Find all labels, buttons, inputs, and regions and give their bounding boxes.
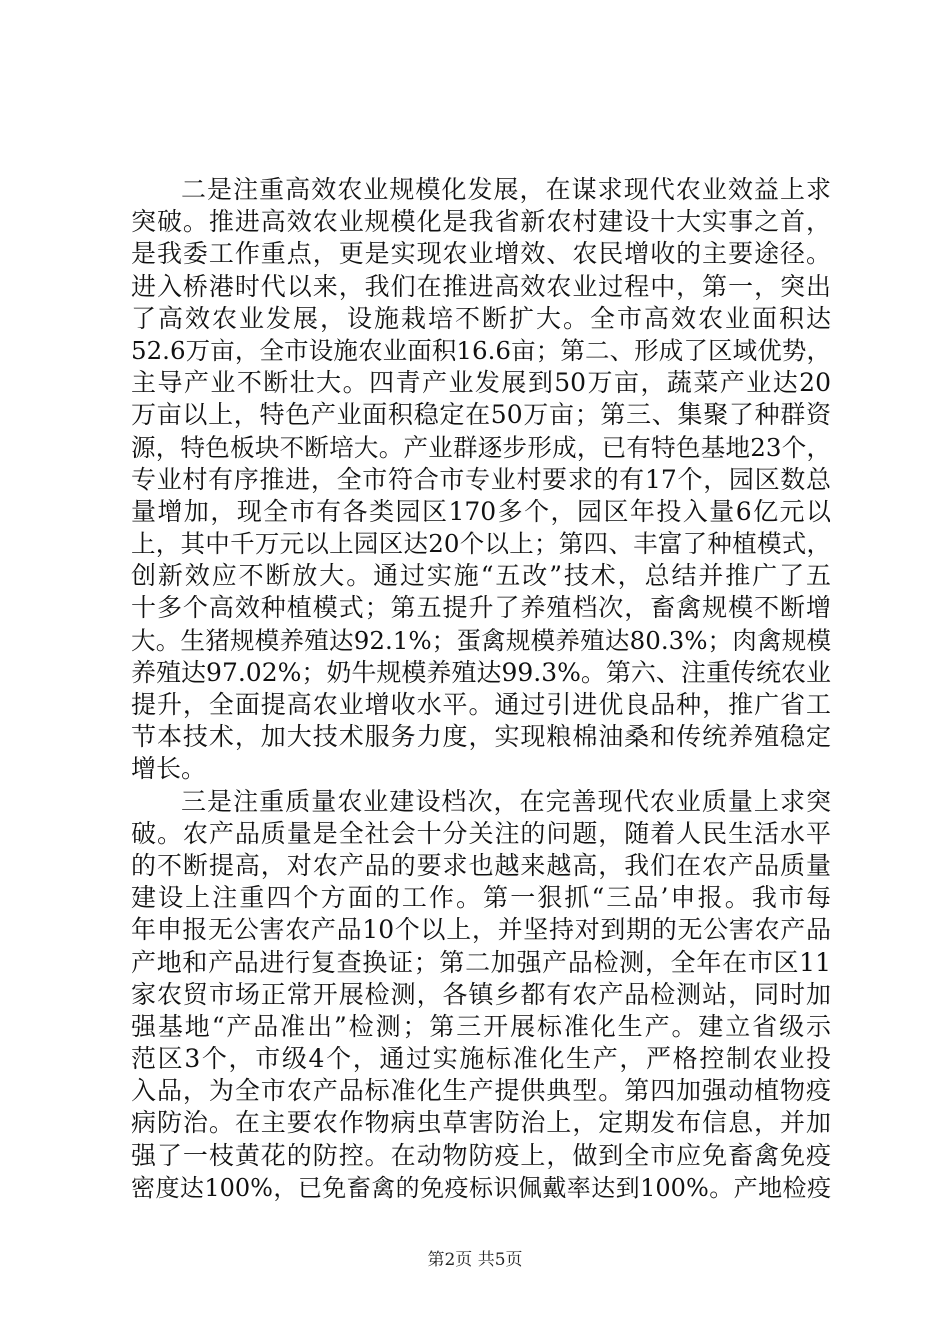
text-line: 三是注重质量农业建设档次，在完善现代农业质量上求突 <box>181 786 831 816</box>
text-line: 节本技术，加大技术服务力度，实现粮棉油桑和传统养殖稳定 <box>131 722 831 752</box>
text-line: 密度达100%，已免畜禽的免疫标识佩戴率达到100%。产地检疫 <box>131 1173 831 1202</box>
text-line: 破。农产品质量是全社会十分关注的问题，随着人民生活水平 <box>131 818 831 848</box>
text-line: 范区3个，市级4个，通过实施标准化生产，严格控制农业投 <box>131 1044 831 1074</box>
text-line: 入品，为全市农产品标准化生产提供典型。第四加强动植物疫 <box>131 1076 831 1106</box>
text-line: 强基地“产品准出”检测；第三开展标准化生产。建立省级示 <box>131 1011 831 1041</box>
text-line: 是我委工作重点，更是实现农业增效、农民增收的主要途径。 <box>131 239 831 269</box>
text-line: 年申报无公害农产品10个以上，并坚持对到期的无公害农产品 <box>131 915 831 945</box>
text-line: 创新效应不断放大。通过实施“五改”技术，总结并推广了五 <box>131 561 831 591</box>
text-line: 专业村有序推进，全市符合市专业村要求的有17个，园区数总 <box>131 464 831 494</box>
text-line: 增长。 <box>131 754 207 784</box>
body-text <box>131 174 831 1204</box>
text-line: 养殖达97.02%；奶牛规模养殖达99.3%。第六、注重传统农业 <box>131 657 831 687</box>
text-line: 十多个高效种植模式；第五提升了养殖档次，畜禽规模不断增 <box>131 593 831 623</box>
text-line: 上，其中千万元以上园区达20个以上；第四、丰富了种植模式， <box>131 529 831 559</box>
text-line: 进入桥港时代以来，我们在推进高效农业过程中，第一，突出 <box>131 271 831 301</box>
text-line: 病防治。在主要农作物病虫草害防治上，定期发布信息，并加 <box>131 1108 831 1138</box>
text-line: 量增加，现全市有各类园区170多个，园区年投入量6亿元以 <box>131 496 831 526</box>
text-line: 建设上注重四个方面的工作。第一狠抓“三品’申报。我市每 <box>131 883 831 913</box>
text-line: 大。生猪规模养殖达92.1%；蛋禽规模养殖达80.3%；肉禽规模 <box>131 625 831 655</box>
text-line: 52.6万亩，全市设施农业面积16.6亩；第二、形成了区域优势， <box>131 335 831 365</box>
text-line: 强了一枝黄花的防控。在动物防疫上，做到全市应免畜禽免疫 <box>131 1140 831 1170</box>
text-line: 二是注重高效农业规模化发展，在谋求现代农业效益上求 <box>181 175 831 204</box>
text-line: 突破。推进高效农业规模化是我省新农村建设十大实事之首， <box>131 207 831 237</box>
text-line: 家农贸市场正常开展检测，各镇乡都有农产品检测站，同时加 <box>131 979 831 1009</box>
text-line: 的不断提高，对农产品的要求也越来越高，我们在农产品质量 <box>131 850 831 880</box>
text-line: 源，特色板块不断培大。产业群逐步形成，已有特色基地23个， <box>131 432 831 462</box>
text-line: 万亩以上，特色产业面积稳定在50万亩；第三、集聚了种群资 <box>131 400 831 430</box>
text-line: 主导产业不断壮大。四青产业发展到50万亩，蔬菜产业达20 <box>131 368 831 398</box>
text-line: 提升，全面提高农业增收水平。通过引进优良品种，推广省工 <box>131 690 831 719</box>
page-footer: 第2页 共5页 <box>427 1250 523 1270</box>
text-line: 了高效农业发展，设施栽培不断扩大。全市高效农业面积达 <box>131 303 831 333</box>
text-line: 产地和产品进行复查换证；第二加强产品检测，全年在市区11 <box>131 947 831 977</box>
